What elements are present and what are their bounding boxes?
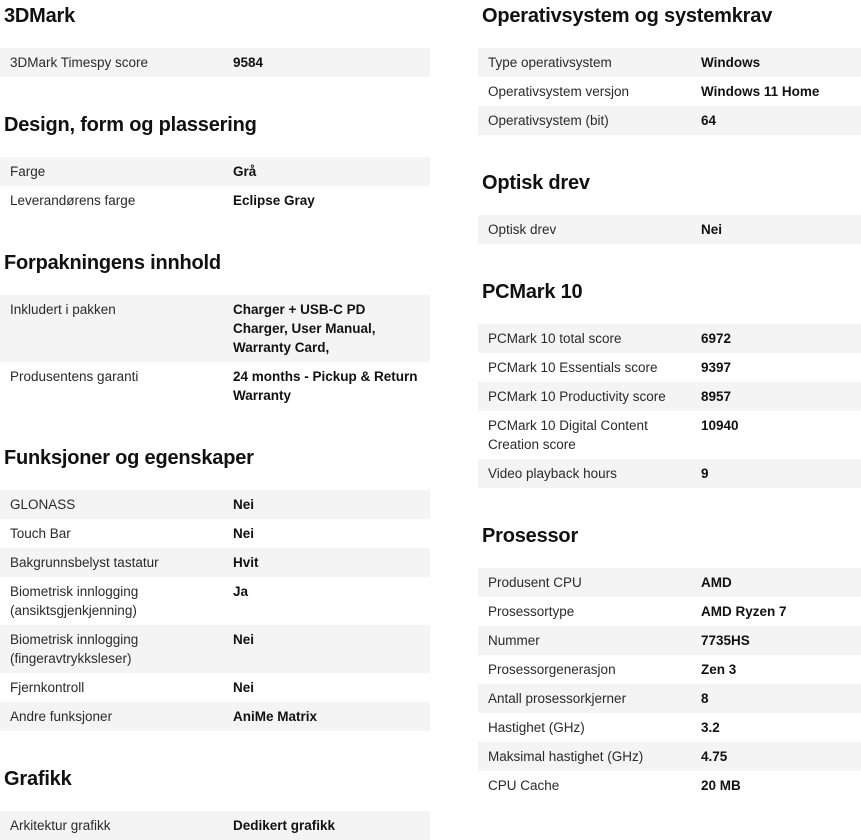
spec-value: Windows [701, 55, 761, 70]
spec-row [478, 324, 861, 353]
spec-value: 4.75 [701, 749, 728, 764]
spec-label: Operativsystem (bit) [488, 113, 609, 128]
spec-table [478, 215, 861, 244]
spec-row [478, 411, 861, 459]
spec-table [0, 295, 430, 410]
spec-table [0, 48, 430, 77]
spec-row [478, 771, 861, 800]
section-title: Design, form og plassering [4, 114, 257, 136]
spec-row [478, 684, 861, 713]
spec-label: Operativsystem versjon [488, 84, 630, 99]
spec-row [478, 459, 861, 488]
spec-value: Nei [233, 497, 255, 512]
spec-label: Biometrisk innlogging (fingeravtrykksleser) [10, 632, 139, 666]
spec-row [0, 811, 430, 840]
spec-value: 24 months - Pickup & Return Warranty [233, 369, 418, 403]
spec-row [0, 625, 430, 673]
spec-value: Nei [233, 632, 255, 647]
spec-label: PCMark 10 Productivity score [488, 389, 666, 404]
spec-value: Charger + USB-C PD Charger, User Manual, Warranty Card, [233, 302, 376, 355]
spec-row [478, 655, 861, 684]
spec-label: Biometrisk innlogging (ansiktsgjenkjenning) [10, 584, 139, 618]
spec-value: Nei [701, 222, 723, 237]
spec-value: 9584 [233, 55, 264, 70]
spec-label: Farge [10, 164, 46, 179]
spec-label: Arkitektur grafikk [10, 818, 111, 833]
spec-row [478, 597, 861, 626]
spec-value: 3.2 [701, 720, 720, 735]
spec-label: Hastighet (GHz) [488, 720, 585, 735]
spec-label: Prosessorgenerasjon [488, 662, 616, 677]
spec-value: AMD Ryzen 7 [701, 604, 787, 619]
spec-value: Windows 11 Home [701, 84, 820, 99]
spec-value: 9 [701, 466, 709, 481]
spec-value: 9397 [701, 360, 732, 375]
spec-label: PCMark 10 Essentials score [488, 360, 658, 375]
spec-row [478, 215, 861, 244]
spec-label: Bakgrunnsbelyst tastatur [10, 555, 159, 570]
spec-value: Eclipse Gray [233, 193, 315, 208]
spec-label: Video playback hours [488, 466, 617, 481]
spec-value: 7735HS [701, 633, 750, 648]
spec-value: Dedikert grafikk [233, 818, 336, 833]
spec-label: Leverandørens farge [10, 193, 136, 208]
spec-value: 8 [701, 691, 709, 706]
spec-table [478, 324, 861, 488]
spec-label: Touch Bar [10, 526, 71, 541]
spec-row [478, 77, 861, 106]
spec-value: Nei [233, 680, 255, 695]
spec-row [478, 742, 861, 771]
section-title: Prosessor [482, 525, 579, 547]
spec-label: PCMark 10 Digital Content Creation score [488, 418, 648, 452]
spec-label: GLONASS [10, 497, 76, 512]
spec-row [0, 702, 430, 731]
spec-table [478, 568, 861, 800]
spec-value: AMD [701, 575, 732, 590]
spec-value: Grå [233, 164, 257, 179]
spec-label: 3DMark Timespy score [10, 55, 149, 70]
spec-row [478, 713, 861, 742]
spec-label: Produsent CPU [488, 575, 582, 590]
spec-label: Produsentens garanti [10, 369, 139, 384]
spec-value: Nei [233, 526, 255, 541]
spec-row [0, 295, 430, 362]
section-title: 3DMark [4, 5, 76, 27]
spec-row [0, 673, 430, 702]
spec-row [0, 362, 430, 410]
spec-row [0, 490, 430, 519]
spec-row [478, 106, 861, 135]
spec-value: 10940 [701, 418, 739, 433]
spec-row [0, 186, 430, 215]
spec-row [0, 577, 430, 625]
spec-label: PCMark 10 total score [488, 331, 622, 346]
spec-value: AniMe Matrix [233, 709, 318, 724]
section-title: Funksjoner og egenskaper [4, 447, 254, 469]
spec-table [0, 157, 430, 215]
spec-value: Hvit [233, 555, 259, 570]
spec-value: 8957 [701, 389, 732, 404]
spec-row [478, 382, 861, 411]
section-title: Optisk drev [482, 172, 590, 194]
spec-table [478, 48, 861, 135]
spec-row [0, 548, 430, 577]
spec-row [478, 353, 861, 382]
spec-table [0, 811, 430, 840]
spec-value: Zen 3 [701, 662, 737, 677]
spec-row [0, 157, 430, 186]
spec-label: CPU Cache [488, 778, 560, 793]
spec-label: Inkludert i pakken [10, 302, 116, 317]
spec-value: 20 MB [701, 778, 741, 793]
section-title: Operativsystem og systemkrav [482, 5, 773, 27]
spec-row [478, 626, 861, 655]
spec-label: Prosessortype [488, 604, 575, 619]
spec-row [0, 519, 430, 548]
spec-label: Optisk drev [488, 222, 557, 237]
spec-row [478, 48, 861, 77]
spec-value: Ja [233, 584, 249, 599]
spec-label: Maksimal hastighet (GHz) [488, 749, 644, 764]
spec-row [0, 48, 430, 77]
spec-label: Andre funksjoner [10, 709, 113, 724]
section-title: PCMark 10 [482, 281, 583, 303]
spec-label: Type operativsystem [488, 55, 612, 70]
spec-row [478, 568, 861, 597]
spec-value: 64 [701, 113, 717, 128]
section-title: Forpakningens innhold [4, 252, 221, 274]
spec-column-right [478, 4, 861, 840]
spec-value: 6972 [701, 331, 732, 346]
spec-label: Antall prosessorkjerner [488, 691, 627, 706]
spec-table [0, 490, 430, 731]
section-title: Grafikk [4, 768, 72, 790]
spec-label: Fjernkontroll [10, 680, 85, 695]
spec-label: Nummer [488, 633, 540, 648]
spec-column-left [0, 4, 430, 840]
